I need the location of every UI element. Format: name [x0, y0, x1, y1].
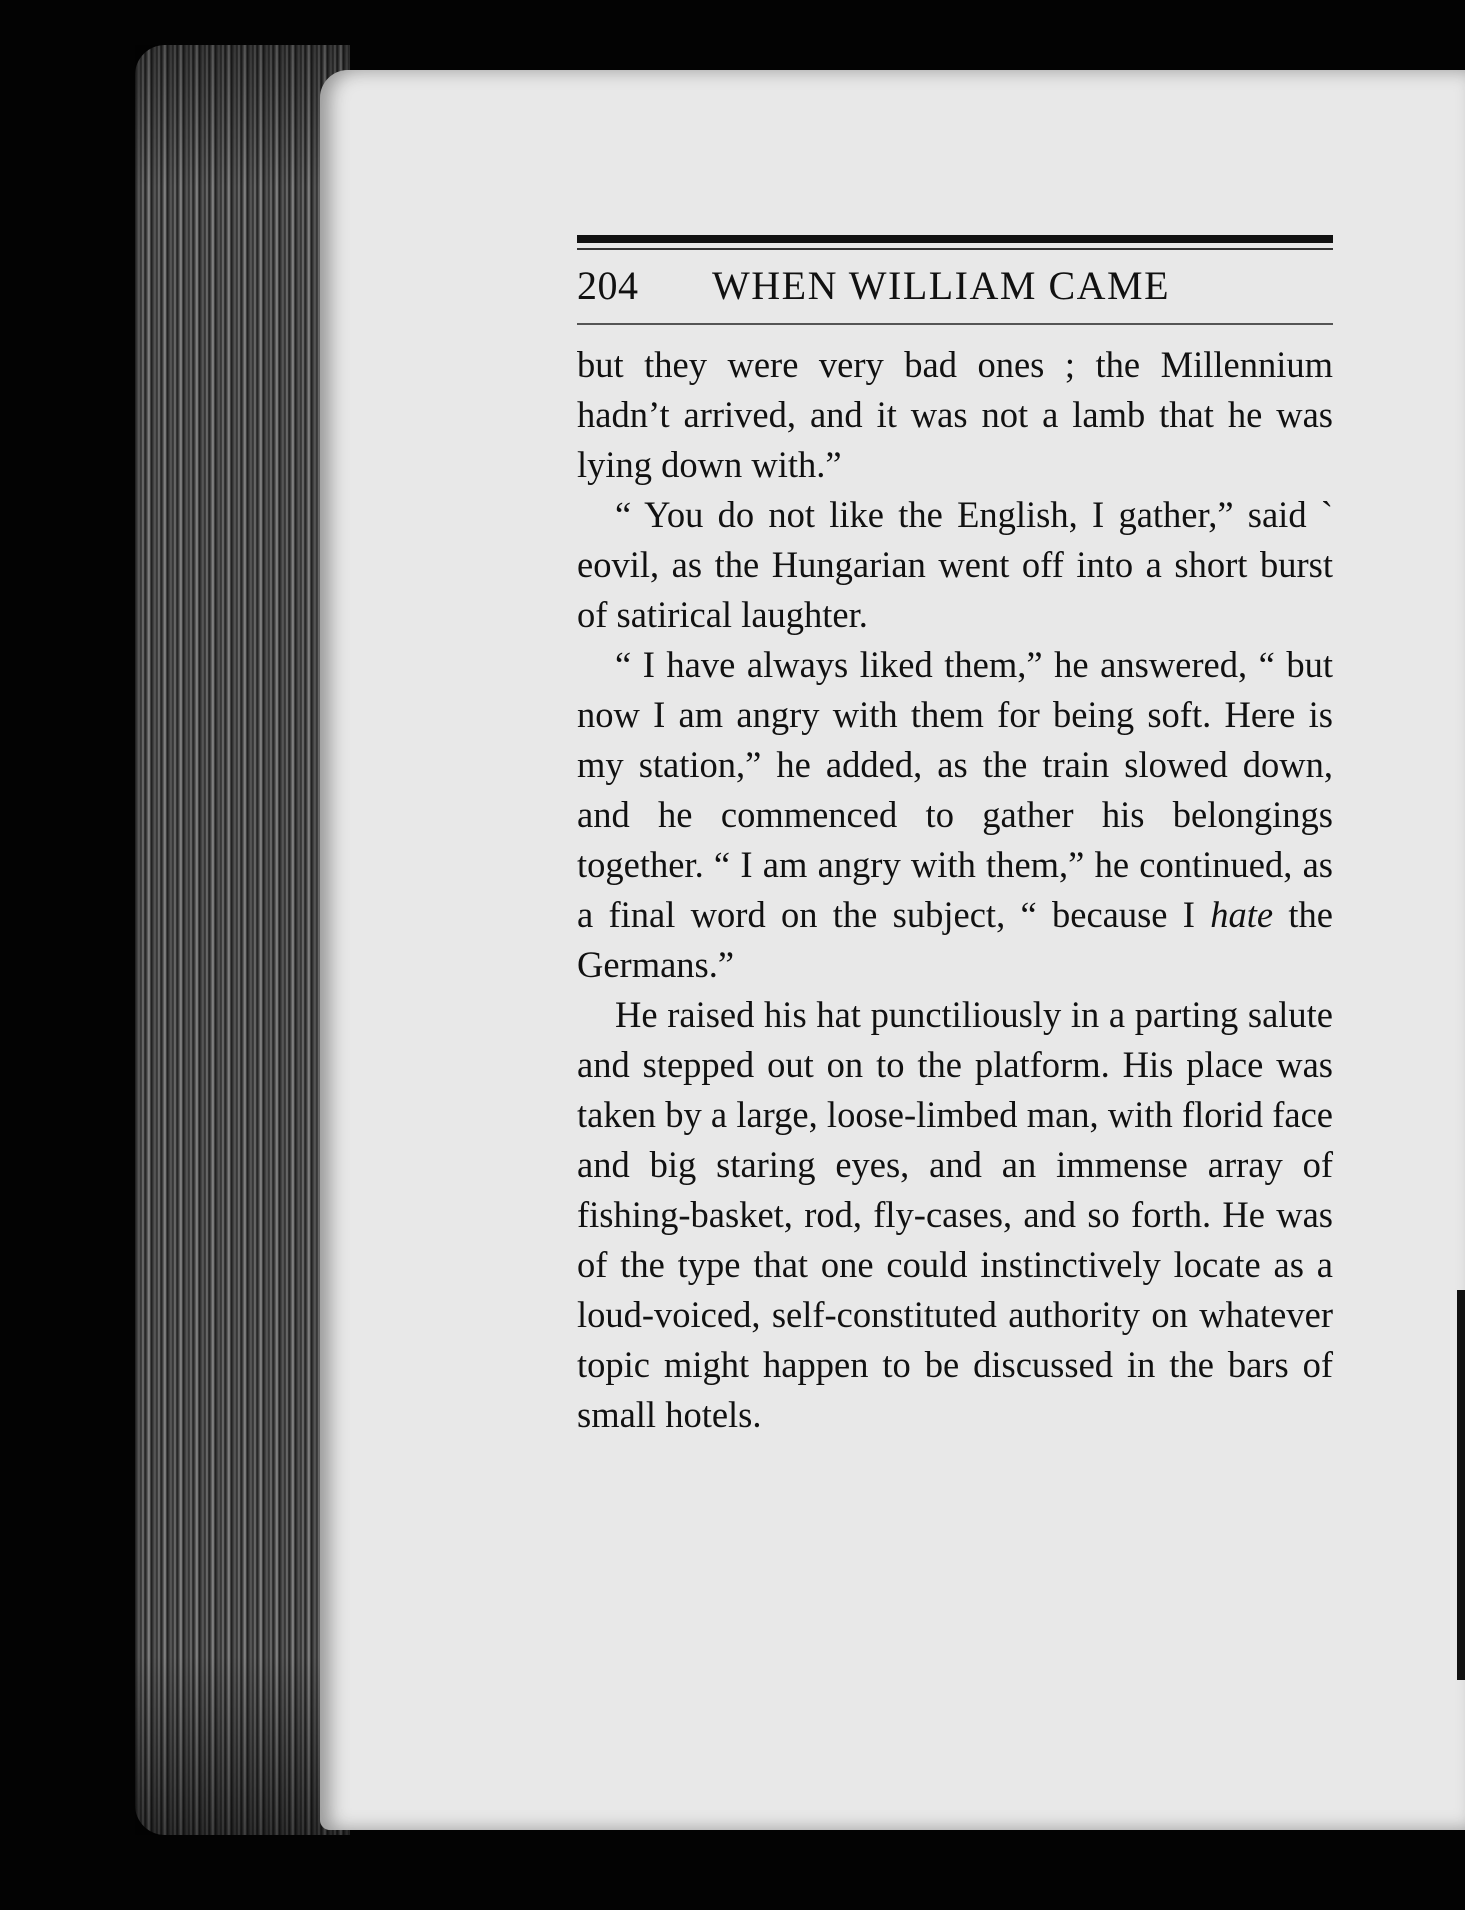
page-number: 204: [577, 263, 639, 308]
paragraph-1: but they were very bad ones ; the Millennium hadn’t arrived, and it was not a lamb that he was lying down with.”: [577, 344, 1333, 485]
book-title: WHEN WILLIAM CAME: [712, 263, 1171, 308]
paragraph-3-emphasis: hate: [1210, 894, 1274, 935]
paragraph-3-tail: the Germans.”: [577, 894, 1333, 985]
book-page-edges: [135, 45, 350, 1835]
paragraph-2: “ You do not like the English, I gather,” said ` eovil, as the Hungarian went off into a short burst of satirical laughter.: [577, 494, 1333, 635]
header-rule-bottom: [577, 323, 1333, 325]
paragraph-4: He raised his hat punctiliously in a parting salute and stepped out on to the platform. His place was taken by a large, loose-limbed man, with florid face and big staring eyes, and an immense array of fishing-basket, rod, fly-cases, and so forth. He was of the type that one could instinctively locate as a loud-voiced, self-constituted authority on whatever topic might happen to be discussed in the bars of small hotels.: [577, 994, 1333, 1435]
header-rule-thin: [577, 248, 1333, 250]
header-rule-thick: [577, 235, 1333, 243]
paragraph-3: [577, 640, 1333, 990]
paragraph-3-text: “ I have always liked them,” he answered, “ but now I am angry with them for being soft. Here is my station,” he added, as the train slowed down, and he commenced to gather his belongings together. “ I am angry with them,” he continued, as a final word on the subject, “ because I: [577, 644, 1333, 935]
running-head: [577, 262, 1333, 314]
page-right-edge-shadow: [1457, 1290, 1465, 1680]
body-text: [577, 340, 1333, 1440]
